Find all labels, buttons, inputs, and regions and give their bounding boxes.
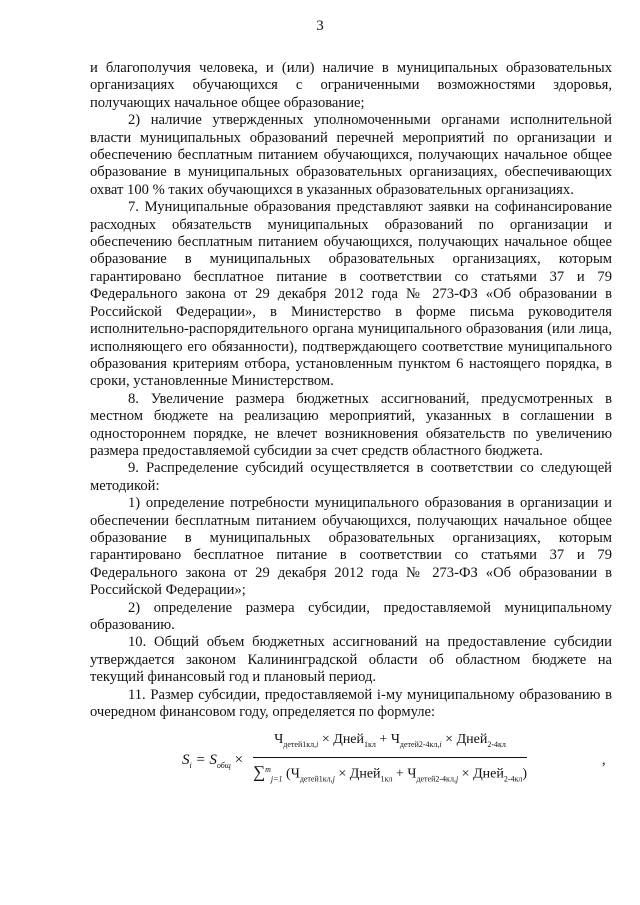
page-number: 3	[316, 18, 324, 34]
subsidy-formula	[90, 729, 612, 799]
formula-fraction	[253, 731, 527, 787]
paragraph-continuation: и благополучия человека, и (или) наличие в муниципальных образовательных организациях обучающихся с ограниченными возможностями здоровья, получающих начальное общее образование;	[90, 60, 612, 111]
paragraph-9: 9. Распределение субсидий осуществляется в соответствии со следующей методикой:	[90, 460, 612, 494]
paragraph-11: 11. Размер субсидии, предоставляемой i-му муниципальному образованию в очередном финансовом году, определяется по формуле:	[90, 686, 612, 721]
formula-numerator: $Ч_{детей1кл,i}$ × Дней$_{1кл}$ + $Ч_{детей2-4кл,i}$ × Дней$_{2-4кл}$	[274, 732, 506, 750]
paragraph-8: 8. Увеличение размера бюджетных ассигнований, предусмотренных в местном бюджете на реализацию мероприятий, указанных в соглашении в одностороннем порядке, не влечет возникновения обязательств по увеличению размера предоставляемой субсидии за счет средств областного бюджета.	[90, 390, 612, 459]
formula-lhs: $S_i = S_{общ}$ ×	[182, 752, 244, 771]
formula-comma: ,	[602, 752, 606, 769]
paragraph-7: 7. Муниципальные образования представляют заявки на софинансирование расходных обязательств муниципальных образований по организации и обеспечению бесплатным питанием обучающихся, получающих начальное общее образование в муниципальных образовательных организациях, которым гарантировано бесплатное питание в соответствии со статьями 37 и 79 Федерального закона от 29 декабря 2012 года № 273-ФЗ «Об образовании в Российской Федерации», в Министерство в форме письма руководителя исполнительно-распорядительного органа муниципального образования (или лица, исполняющего его обязанности), подтверждающего соответствие муниципального образования критериям отбора, установленным пунктом 6 настоящего порядка, в сроки, установленные Министерством.	[90, 199, 612, 390]
paragraph-10: 10. Общий объем бюджетных ассигнований на предоставление субсидии утверждается законом Калининградской области об областном бюджете на текущий финансовый год и плановый период.	[90, 634, 612, 686]
document-body	[90, 60, 612, 799]
paragraph-9-item-2: 2) определение размера субсидии, предоставляемой муниципальному образованию.	[90, 599, 612, 633]
paragraph-item-2: 2) наличие утвержденных уполномоченными органами исполнительной власти муниципальных образований перечней мероприятий по организации и обеспечению бесплатным питанием обучающихся, получающих начальное общее образование в муниципальных образовательных организациях, обеспечивающих охват 100 % таких обучающихся в указанных образовательных организациях.	[90, 112, 612, 198]
paragraph-9-item-1: 1) определение потребности муниципального образования в организации и обеспечении бесплатным питанием обучающихся, получающих начальное общее образование в муниципальных образовательных организациях, которым гарантировано бесплатное питание в соответствии со статьями 37 и 79 Федерального закона от 29 декабря 2012 года № 273-ФЗ «Об образовании в Российской Федерации»;	[90, 495, 612, 599]
formula-denominator: ∑$^m_{j=1}$ ($Ч_{детей1кл,j}$ × Дней$_{1кл}$ + $Ч_{детей2-4кл,j}$ × Дней$_{2-4кл}$)	[253, 762, 528, 784]
